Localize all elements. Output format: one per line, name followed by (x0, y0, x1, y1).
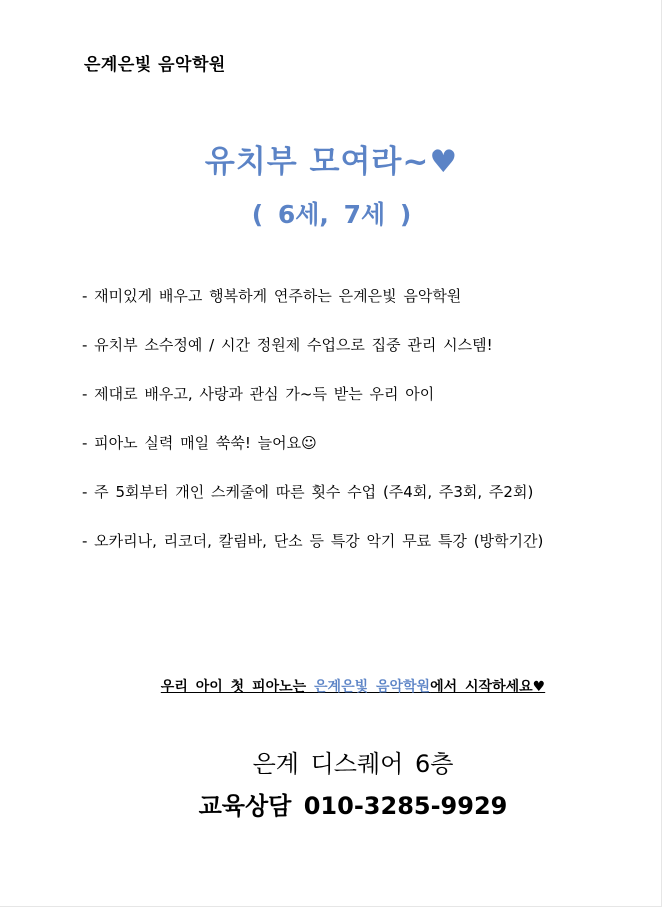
feature-list (82, 284, 543, 578)
phone-number: 010-3285-9929 (303, 792, 508, 820)
call-to-action (0, 676, 663, 696)
academy-name: 은계은빛 음악학원 (84, 55, 226, 75)
contact-label: 교육상담 (198, 792, 292, 820)
feature-item: - 오카리나, 리코더, 칼림바, 단소 등 특강 악기 무료 특강 (방학기간) (82, 532, 544, 550)
feature-item: - 제대로 배우고, 사랑과 관심 가~득 받는 우리 아이 (82, 385, 435, 403)
cta-prefix: 우리 아이 첫 피아노는 (160, 679, 315, 695)
feature-item: - 주 5회부터 개인 스케줄에 따른 횟수 수업 (주4회, 주3회, 주2회) (82, 483, 534, 501)
location-text: 은계 디스퀘어 6층 (252, 750, 454, 778)
feature-item: - 재미있게 배우고 행복하게 연주하는 은계은빛 음악학원 (82, 287, 462, 305)
age-range-subtitle: ( 6세, 7세 ) (251, 200, 412, 229)
feature-item: - 유치부 소수정예 / 시간 정원제 수업으로 집중 관리 시스템! (82, 336, 493, 354)
cta-suffix: 에서 시작하세요♥ (430, 679, 546, 695)
headline-title: 유치부 모여라~♥ (204, 144, 459, 180)
cta-academy-highlight: 은계은빛 음악학원 (314, 679, 431, 695)
contact-line (0, 786, 663, 821)
feature-item: - 피아노 실력 매일 쑥쑥! 늘어요☺ (82, 434, 317, 452)
